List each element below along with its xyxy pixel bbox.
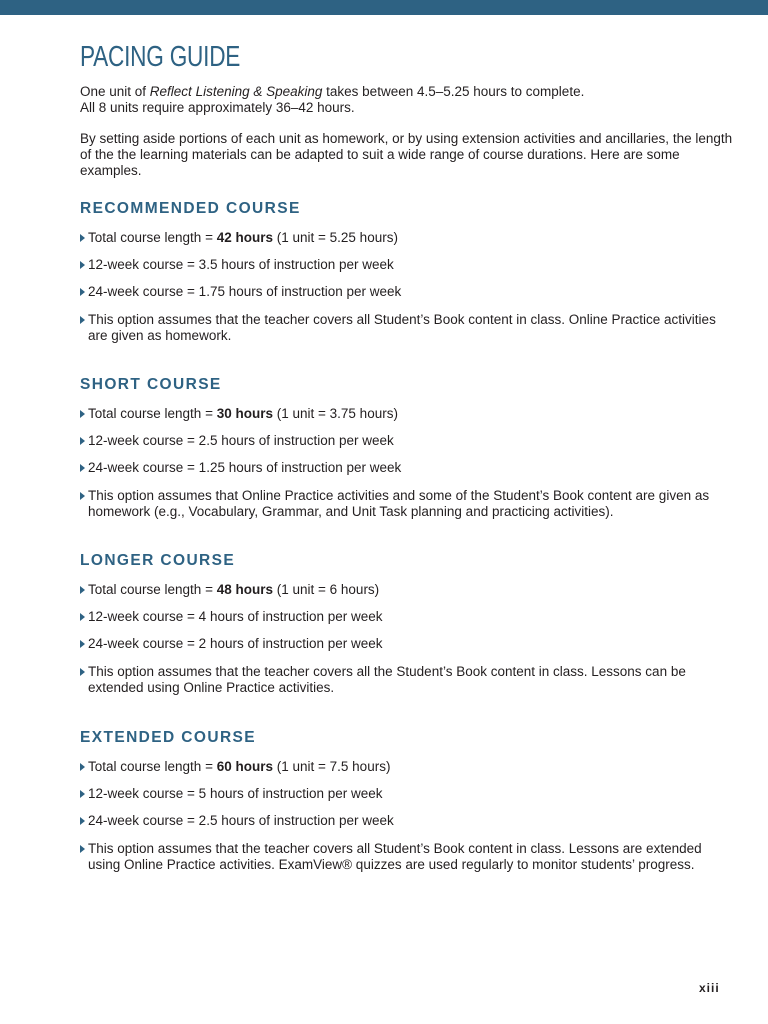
bullet-24-week xyxy=(80,284,730,300)
intro-paragraph-2: By setting aside portions of each unit as homework, or by using extension activities and ancillaries, the length of the the learning materials can be adapted to suit a wide range of course durations. Here are some examples. xyxy=(80,131,733,178)
note-text: This option assumes that the teacher covers all the Student’s Book content in class. Lessons can be extended using Online Practice activities. xyxy=(88,664,686,695)
section-short-course xyxy=(80,376,730,520)
total-hours: 30 hours xyxy=(216,406,273,421)
intro xyxy=(80,84,740,179)
section-extended-course xyxy=(80,729,730,873)
total-hours: 60 hours xyxy=(216,759,273,774)
section-heading: SHORT COURSE xyxy=(80,376,222,393)
bullet-list xyxy=(80,230,730,344)
section-heading: RECOMMENDED COURSE xyxy=(80,200,301,217)
bullet-arrow-icon xyxy=(80,437,85,445)
total-label: Total course length = xyxy=(88,406,217,421)
intro-paragraph-1 xyxy=(80,84,740,116)
section-recommended-course xyxy=(80,200,730,344)
intro-text-post: takes between 4.5–5.25 hours to complete. xyxy=(322,84,585,99)
note-text: This option assumes that Online Practice activities and some of the Student’s Book content are given as homework (e.g., Vocabulary, Grammar, and Unit Task planning and practicing activities). xyxy=(88,488,710,519)
week-24-text: 24-week course = 2 hours of instruction per week xyxy=(88,636,383,651)
bullet-list xyxy=(80,759,730,873)
note-text: This option assumes that the teacher covers all Student’s Book content in class. Lessons are extended using Online Practice activities. ExamView® quizzes are used regularly to monitor students’ progress. xyxy=(88,841,702,872)
bullet-arrow-icon xyxy=(80,640,85,648)
week-12-text: 12-week course = 3.5 hours of instruction per week xyxy=(88,257,394,272)
bullet-note xyxy=(80,841,730,873)
week-12-text: 12-week course = 5 hours of instruction per week xyxy=(88,786,383,801)
bullet-arrow-icon xyxy=(80,492,85,500)
section-heading: LONGER COURSE xyxy=(80,552,236,569)
intro-text-pre: One unit of xyxy=(80,84,150,99)
bullet-arrow-icon xyxy=(80,586,85,594)
unit-hours: (1 unit = 7.5 hours) xyxy=(273,759,391,774)
bullet-note xyxy=(80,664,730,696)
bullet-arrow-icon xyxy=(80,410,85,418)
bullet-total-length xyxy=(80,582,730,598)
section-longer-course xyxy=(80,552,730,696)
bullet-12-week xyxy=(80,433,730,449)
bullet-12-week xyxy=(80,257,730,273)
unit-hours: (1 unit = 3.75 hours) xyxy=(273,406,398,421)
week-24-text: 24-week course = 1.25 hours of instruction per week xyxy=(88,460,402,475)
total-hours: 48 hours xyxy=(216,582,273,597)
bullet-24-week xyxy=(80,460,730,476)
bullet-24-week xyxy=(80,813,730,829)
intro-text-line-2: All 8 units require approximately 36–42 hours. xyxy=(80,100,355,115)
total-label: Total course length = xyxy=(88,582,217,597)
bullet-arrow-icon xyxy=(80,288,85,296)
bullet-arrow-icon xyxy=(80,234,85,242)
bullet-list xyxy=(80,406,730,520)
bullet-total-length xyxy=(80,759,730,775)
bullet-arrow-icon xyxy=(80,261,85,269)
bullet-12-week xyxy=(80,786,730,802)
unit-hours: (1 unit = 6 hours) xyxy=(273,582,380,597)
bullet-note xyxy=(80,312,730,344)
section-heading: EXTENDED COURSE xyxy=(80,729,257,746)
bullet-arrow-icon xyxy=(80,316,85,324)
total-label: Total course length = xyxy=(88,759,217,774)
week-12-text: 12-week course = 4 hours of instruction per week xyxy=(88,609,383,624)
week-24-text: 24-week course = 1.75 hours of instruction per week xyxy=(88,284,402,299)
bullet-arrow-icon xyxy=(80,763,85,771)
unit-hours: (1 unit = 5.25 hours) xyxy=(273,230,398,245)
bullet-arrow-icon xyxy=(80,464,85,472)
week-12-text: 12-week course = 2.5 hours of instruction per week xyxy=(88,433,394,448)
bullet-12-week xyxy=(80,609,730,625)
book-title: Reflect Listening & Speaking xyxy=(149,84,323,99)
bullet-arrow-icon xyxy=(80,613,85,621)
note-text: This option assumes that the teacher covers all Student’s Book content in class. Online Practice activities are given as homework. xyxy=(88,312,716,343)
bullet-arrow-icon xyxy=(80,845,85,853)
header-bar xyxy=(0,0,768,15)
bullet-total-length xyxy=(80,230,730,246)
bullet-list xyxy=(80,582,730,696)
total-label: Total course length = xyxy=(88,230,217,245)
week-24-text: 24-week course = 2.5 hours of instruction per week xyxy=(88,813,394,828)
bullet-note xyxy=(80,488,730,520)
bullet-arrow-icon xyxy=(80,790,85,798)
bullet-arrow-icon xyxy=(80,817,85,825)
total-hours: 42 hours xyxy=(216,230,273,245)
bullet-total-length xyxy=(80,406,730,422)
page-title: PACING GUIDE xyxy=(80,41,241,73)
page-number: xiii xyxy=(699,981,720,995)
bullet-24-week xyxy=(80,636,730,652)
bullet-arrow-icon xyxy=(80,668,85,676)
